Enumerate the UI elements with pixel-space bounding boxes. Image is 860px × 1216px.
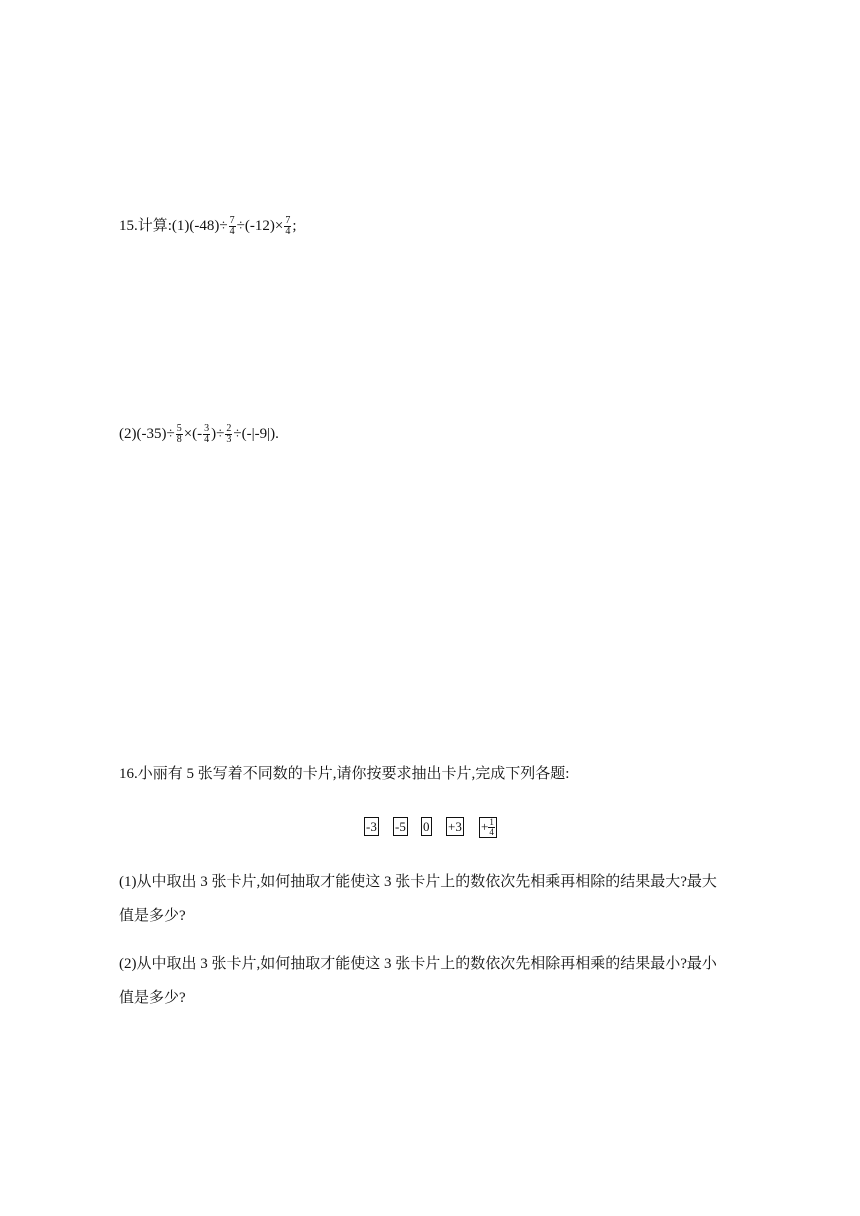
fraction: $\frac{7}{4}$: [285, 215, 291, 238]
q16-part1-line2: 值是多少?: [119, 908, 186, 924]
q15-p2-text4: ÷(-|-9|).: [233, 426, 279, 442]
q16-part1-line1: (1)从中取出 3 张卡片,如何抽取才能使这 3 张卡片上的数依次先相乘再相除的结果最大?最大: [119, 874, 717, 890]
card-1: -3: [366, 819, 377, 834]
q15-p1-text2: ÷(-12)×: [236, 218, 284, 234]
q16-part2-line2: 值是多少?: [119, 990, 186, 1006]
q15-part2-line: [119, 424, 279, 445]
fraction: $\frac{7}{4}$: [229, 215, 235, 238]
card-3: 0: [423, 819, 430, 834]
card-4: +3: [448, 819, 462, 834]
card-5: [479, 817, 497, 838]
q15-p2-text3: )÷: [211, 426, 225, 442]
card-2: -5: [395, 819, 406, 834]
fraction: $\frac{5}{8}$: [176, 423, 182, 446]
q15-p2-text1: (2)(-35)÷: [119, 426, 175, 442]
q15-part1-line: [119, 216, 297, 237]
q15-p1-text1: (1)(-48)÷: [171, 218, 228, 234]
fraction: $\frac{3}{4}$: [204, 423, 210, 446]
q16-intro: 16.小丽有 5 张写着不同数的卡片,请你按要求抽出卡片,完成下列各题:: [119, 766, 570, 782]
q15-p2-text2: ×(-: [183, 426, 203, 442]
card-5-sign: +: [481, 819, 489, 834]
q15-prefix: 15.计算:: [119, 218, 172, 234]
fraction: $\frac{2}{3}$: [226, 423, 232, 446]
q16-part2-line1: (2)从中取出 3 张卡片,如何抽取才能使这 3 张卡片上的数依次先相除再相乘的结果最小?最小: [119, 956, 717, 972]
fraction: $\frac{1}{4}$: [489, 817, 494, 837]
q15-p1-text3: ;: [292, 218, 297, 234]
